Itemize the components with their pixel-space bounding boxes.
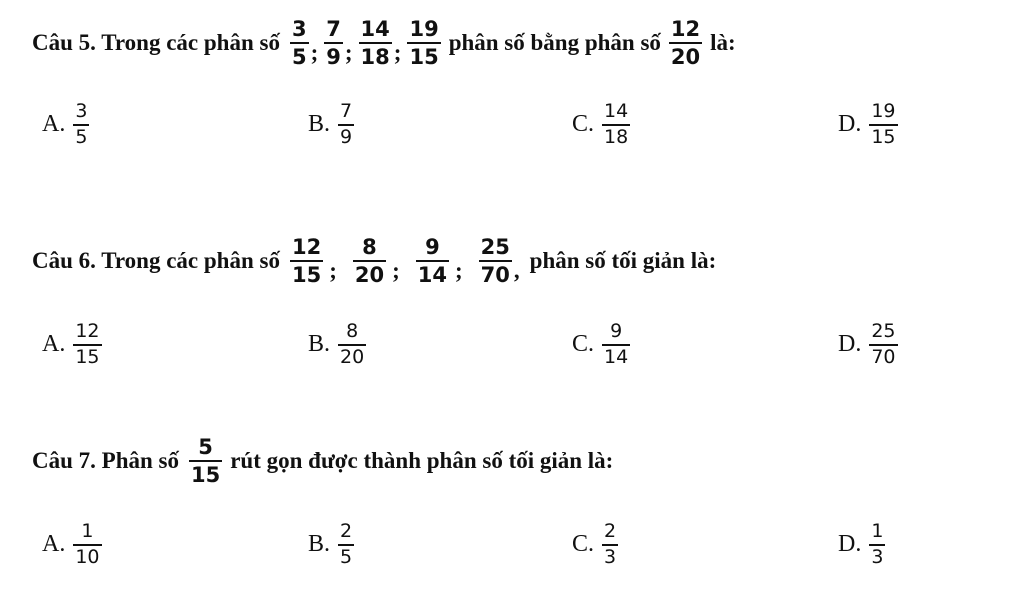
q6-option-a[interactable]: A. $\frac{12}{15}$ (42, 320, 100, 368)
q6-option-b[interactable]: B. $\frac{8}{20}$ (308, 320, 365, 368)
target-fraction: $\frac{5}{15}$ (190, 435, 221, 488)
q5-option-c[interactable]: C. $\frac{14}{18}$ (572, 100, 629, 148)
fraction: $\frac{8}{20}$ (354, 235, 385, 288)
question-7-lead: Câu 7. Phân số (32, 448, 179, 474)
option-fraction: $\frac{3}{5}$ (75, 100, 88, 148)
option-fraction: $\frac{19}{15}$ (871, 100, 896, 148)
q5-option-d[interactable]: D. $\frac{19}{15}$ (838, 100, 896, 148)
q5-option-b[interactable]: B. $\frac{7}{9}$ (308, 100, 353, 148)
q7-option-a[interactable]: A. $\frac{1}{10}$ (42, 520, 100, 568)
option-fraction: $\frac{7}{9}$ (340, 100, 353, 148)
fraction: $\frac{19}{15}$ (409, 17, 439, 70)
option-fraction: $\frac{9}{14}$ (604, 320, 629, 368)
option-fraction: $\frac{2}{5}$ (340, 520, 353, 568)
question-5-tail: là: (710, 30, 736, 56)
option-fraction: $\frac{2}{3}$ (604, 520, 617, 568)
fraction: $\frac{14}{18}$ (360, 17, 390, 70)
q5-option-a[interactable]: A. $\frac{3}{5}$ (42, 100, 88, 148)
q6-option-c[interactable]: C. $\frac{9}{14}$ (572, 320, 629, 368)
option-fraction: $\frac{8}{20}$ (340, 320, 365, 368)
option-fraction: $\frac{12}{15}$ (75, 320, 100, 368)
q6-option-d[interactable]: D. $\frac{25}{70}$ (838, 320, 896, 368)
option-fraction: $\frac{1}{3}$ (871, 520, 884, 568)
question-5-mid: phân số bằng phân số (448, 30, 661, 56)
fraction: $\frac{12}{15}$ (291, 235, 322, 288)
question-7 (32, 436, 619, 486)
question-6: Câu 6. Trong các phân số $\frac{12}{15}$ ; $\frac{8}{20}$ ; $\frac{9}{14}$ ; $\frac{25}{70}$ , phân số tối giản là: (32, 235, 717, 288)
question-7-tail: rút gọn được thành phân số tối giản là: (230, 448, 614, 474)
option-fraction: $\frac{1}{10}$ (75, 520, 100, 568)
q7-option-c[interactable]: C. $\frac{2}{3}$ (572, 520, 617, 568)
question-5-lead: Câu 5. Trong các phân số (32, 30, 280, 56)
fraction: $\frac{7}{9}$ (326, 17, 341, 70)
question-6-tail: phân số tối giản là: (529, 248, 717, 274)
q7-option-d[interactable]: D. $\frac{1}{3}$ (838, 520, 884, 568)
fraction: $\frac{9}{14}$ (417, 235, 447, 288)
target-fraction: $\frac{12}{20}$ (670, 17, 701, 70)
fraction: $\frac{25}{70}$ (480, 235, 510, 288)
question-6-lead: Câu 6. Trong các phân số (32, 248, 280, 274)
q7-option-b[interactable]: B. $\frac{2}{5}$ (308, 520, 353, 568)
question-5: Câu 5. Trong các phân số $\frac{3}{5}$ ; $\frac{7}{9}$ ; $\frac{14}{18}$ ; $\frac{19}{15}$ phân số bằng phân số $\frac{12}{20}$ là: (32, 17, 736, 70)
option-fraction: $\frac{25}{70}$ (871, 320, 896, 368)
option-fraction: $\frac{14}{18}$ (604, 100, 629, 148)
fraction: $\frac{3}{5}$ (291, 17, 307, 70)
